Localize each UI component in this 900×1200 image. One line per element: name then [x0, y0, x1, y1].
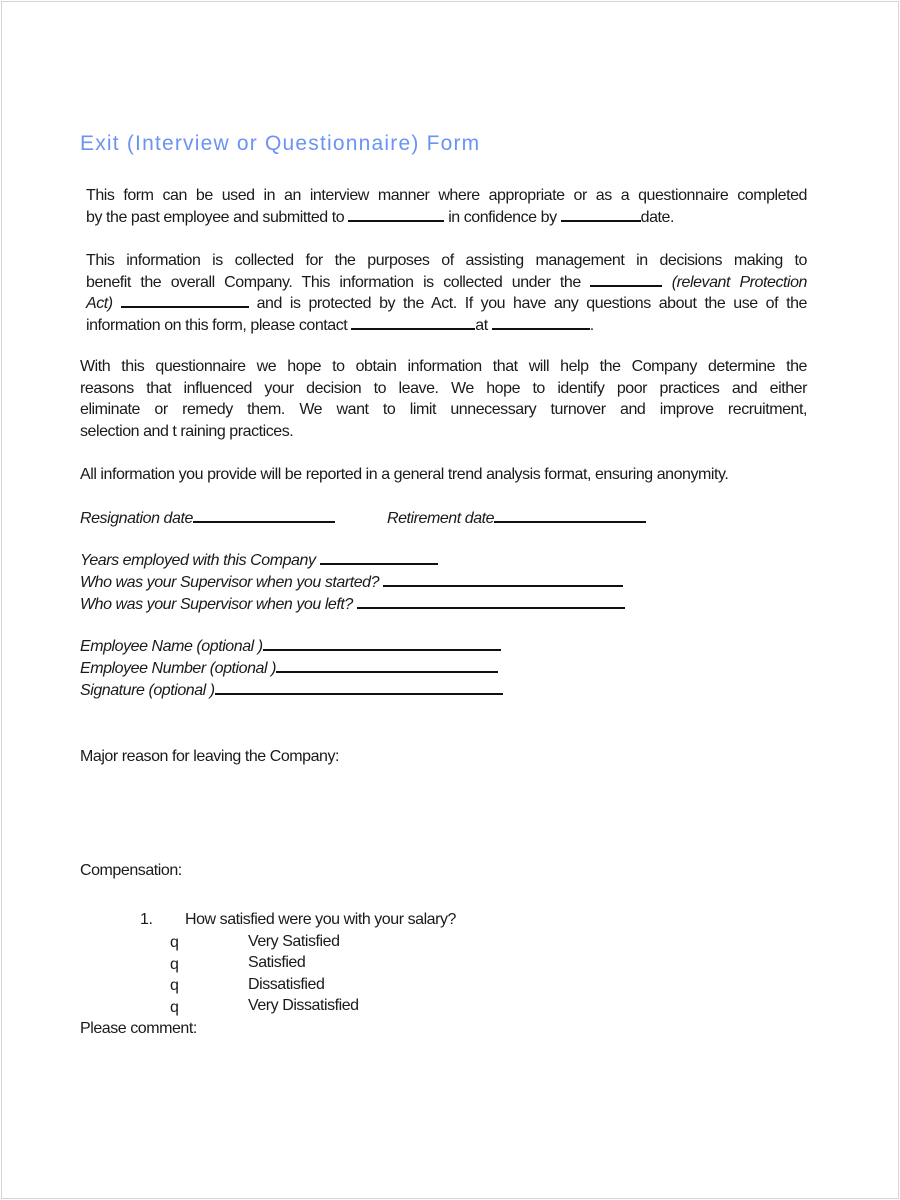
- retirement-date-label: Retirement date: [387, 510, 495, 527]
- retirement-date-blank[interactable]: [494, 509, 646, 523]
- intro-text: date.: [640, 208, 674, 226]
- privacy-text: benefit the overall Company. This information is collected under the: [86, 273, 581, 291]
- privacy-text: Act): [86, 295, 113, 313]
- checkbox-icon[interactable]: q: [170, 999, 179, 1016]
- page-title: Exit (Interview or Questionnaire) Form: [80, 132, 481, 155]
- supervisor-left-field: [80, 594, 625, 616]
- major-reason-heading: Major reason for leaving the Company:: [80, 748, 340, 765]
- intro-text: in confidence by: [448, 208, 557, 226]
- privacy-text: (relevant Protection: [671, 273, 807, 291]
- privacy-line-3: [86, 293, 807, 315]
- intro-line-1: This form can be used in an interview manner where appropriate or as a questionnaire completed: [86, 187, 807, 204]
- purpose-line-3: eliminate or remedy them. We want to limit unnecessary turnover and improve recruitment,: [80, 401, 807, 419]
- protection-act-blank[interactable]: [590, 273, 662, 287]
- signature-blank[interactable]: [215, 681, 503, 695]
- purpose-line-2: reasons that influenced your decision to leave. We hope to identify poor practices and either: [80, 379, 807, 397]
- resignation-date-blank[interactable]: [193, 509, 335, 523]
- checkbox-icon[interactable]: q: [170, 934, 179, 951]
- employee-number-label: Employee Number (optional ): [80, 660, 276, 677]
- years-employed-blank[interactable]: [320, 551, 438, 565]
- contact-blank[interactable]: [351, 316, 475, 330]
- intro-text: by the past employee and submitted to: [86, 208, 345, 226]
- supervisor-left-label: Who was your Supervisor when you left?: [80, 596, 353, 613]
- purpose-paragraph: [80, 356, 807, 442]
- employee-number-field: [80, 658, 498, 680]
- supervisor-started-blank[interactable]: [383, 573, 623, 587]
- submitted-to-blank[interactable]: [348, 208, 444, 222]
- question-number: 1.: [140, 911, 153, 928]
- privacy-text: at: [475, 316, 488, 334]
- anonymity-statement: All information you provide will be reported in a general trend analysis format, ensuring anonymity.: [80, 466, 729, 483]
- compensation-heading: Compensation:: [80, 862, 182, 879]
- privacy-line-2: [86, 272, 807, 294]
- intro-line-2: [86, 207, 807, 229]
- years-employed-label: Years employed with this Company: [80, 552, 316, 569]
- supervisor-started-field: [80, 572, 623, 594]
- document-page: [1, 1, 899, 1199]
- please-comment-label: Please comment:: [80, 1020, 197, 1037]
- employee-name-blank[interactable]: [263, 637, 501, 651]
- retirement-date-field: [387, 508, 646, 530]
- privacy-text: information on this form, please contact: [86, 316, 348, 334]
- supervisor-left-blank[interactable]: [357, 595, 625, 609]
- employee-name-field: [80, 636, 501, 658]
- purpose-line-1: With this questionnaire we hope to obtain information that will help the Company determine the: [80, 358, 807, 375]
- checkbox-icon[interactable]: q: [170, 956, 179, 973]
- question-text: How satisfied were you with your salary?: [185, 911, 457, 928]
- supervisor-started-label: Who was your Supervisor when you started?: [80, 574, 380, 591]
- contact-at-blank[interactable]: [492, 316, 590, 330]
- act-blank[interactable]: [121, 294, 249, 308]
- employee-name-label: Employee Name (optional ): [80, 638, 263, 655]
- resignation-date-label: Resignation date: [80, 510, 193, 527]
- privacy-line-4: [86, 315, 807, 337]
- option-satisfied: Satisfied: [248, 954, 306, 971]
- checkbox-icon[interactable]: q: [170, 977, 179, 994]
- intro-paragraph: [86, 185, 807, 228]
- years-employed-field: [80, 550, 438, 572]
- option-very-dissatisfied: Very Dissatisfied: [248, 997, 359, 1014]
- signature-label: Signature (optional ): [80, 682, 215, 699]
- signature-field: [80, 680, 503, 702]
- privacy-paragraph: [86, 250, 807, 336]
- privacy-text: .: [589, 316, 594, 334]
- option-dissatisfied: Dissatisfied: [248, 976, 325, 993]
- privacy-line-1: This information is collected for the purposes of assisting management in decisions making to: [86, 252, 807, 269]
- purpose-line-4: selection and t raining practices.: [80, 422, 294, 440]
- option-very-satisfied: Very Satisfied: [248, 933, 340, 950]
- resignation-date-field: [80, 508, 335, 530]
- confidence-date-blank[interactable]: [561, 208, 641, 222]
- employee-number-blank[interactable]: [276, 659, 498, 673]
- privacy-text: and is protected by the Act. If you have any questions about the use of the: [256, 295, 807, 313]
